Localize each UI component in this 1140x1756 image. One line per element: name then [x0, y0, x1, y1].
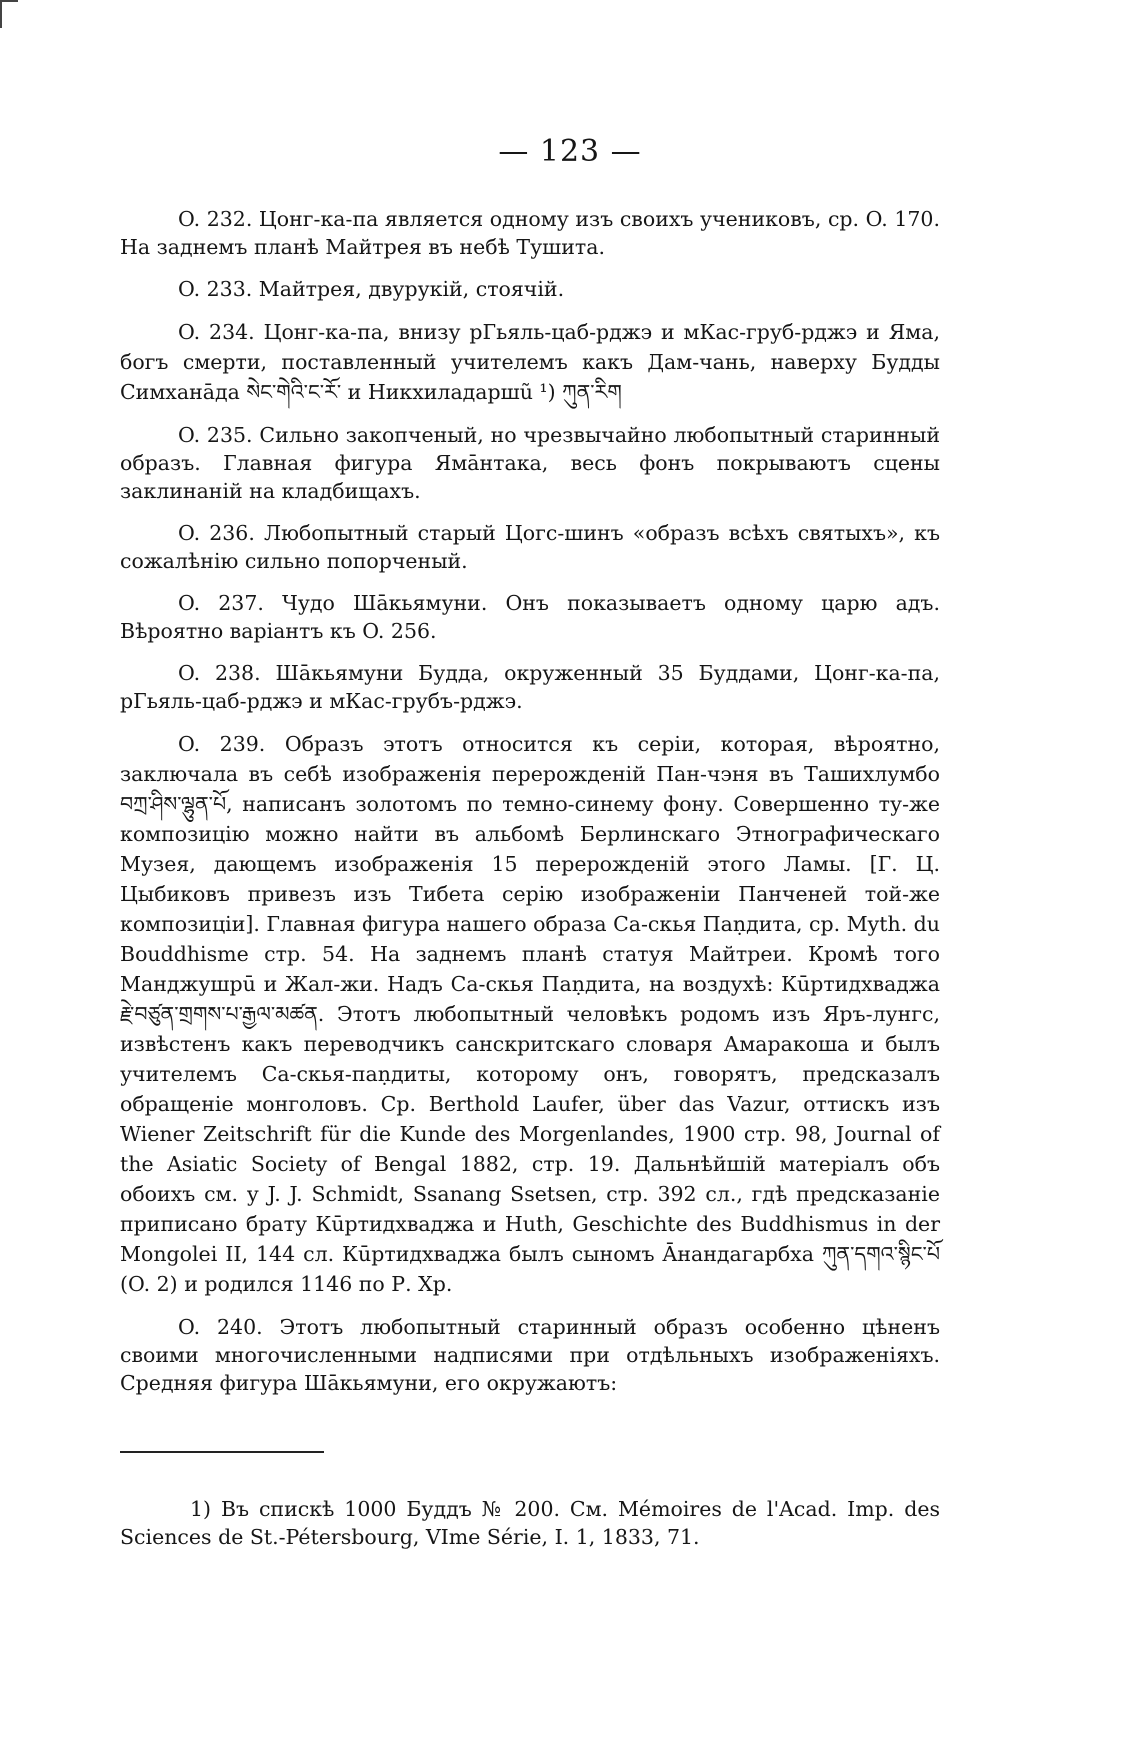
corner-scan-mark: [0, 0, 18, 2]
page-number: — 123 —: [498, 134, 642, 169]
entry-o234: O. 234. Цонг-ка-па, внизу рГьяль-цаб-рджэ и мКас-груб-рджэ и Яма, богъ смерти, поставленный учителемъ какъ Дам-чань, наверху Будды Симханāда སེང་གེའི་ང་རོ་ и Никхиладаршũ ¹) ཀུན་རིག: [120, 320, 940, 404]
entry-o235: O. 235. Сильно закопченый, но чрезвычайно любопытный старинный образъ. Главная фигура Ямāнтака, весь фонъ покрываютъ сцены заклинаній на кладбищахъ.: [120, 423, 940, 503]
footnote: 1) Въ спискѣ 1000 Буддъ № 200. См. Mémoires de l'Acad. Imp. des Sciences de St.-Pétersbourg, VIme Série, I. 1, 1833, 71.: [120, 1496, 940, 1549]
entry-o233: O. 233. Майтрея, двурукій, стоячій.: [178, 277, 565, 301]
main-text: [120, 205, 940, 1411]
entry-o240: O. 240. Этотъ любопытный старинный образъ особенно цѣненъ своими многочисленными надписями при отдѣльныхъ изображеніяхъ. Средняя фигура Шāкьямуни, его окружаютъ:: [120, 1315, 940, 1395]
corner-scan-mark-vertical: [0, 0, 2, 28]
entry-o236: O. 236. Любопытный старый Цогс-шинъ «образъ всѣхъ святыхъ», къ сожалѣнію сильно попорченый.: [120, 521, 940, 573]
entry-o232: O. 232. Цонг-ка-па является одному изъ своихъ учениковъ, ср. O. 170. На заднемъ планѣ Майтрея въ небѣ Тушита.: [120, 207, 940, 259]
entry-o238: O. 238. Шāкьямуни Будда, окруженный 35 Буддами, Цонг-ка-па, рГьяль-цаб-рджэ и мКас-грубъ-рджэ.: [120, 661, 940, 713]
footnote-divider: [120, 1451, 324, 1453]
entry-o239: O. 239. Образъ этотъ относится къ серіи, которая, вѣроятно, заключала въ себѣ изображенія перерожденій Пан-чэня въ Ташихлумбо བཀྲ་ཤིས་ལྷུན་པོ, написанъ золотомъ по темно-синему фону. Совершенно ту-же композицію можно найти въ альбомѣ Берлинскаго Этнографическаго Музея, дающемъ изображенія 15 перерожденій этого Ламы. [Г. Ц. Цыбиковъ привезъ изъ Тибета серію изображеніи Панченей той-же композиціи]. Главная фигура нашего образа Са-скья Паṇдита, ср. Myth. du Bouddhisme стр. 54. На заднемъ планѣ статуя Майтреи. Кромѣ того Манджушрū и Жал-жи. Надъ Са-скья Паṇдита, на воздухѣ: Кūртидхваджа རྗེ་བཙུན་གྲགས་པ་རྒྱལ་མཚན. Этотъ любопытный человѣкъ родомъ изъ Яръ-лунгс, извѣстенъ какъ переводчикъ санскритскаго словаря Амаракоша и былъ учителемъ Са-скья-паṇдиты, которому онъ, говорятъ, предсказалъ обращеніе монголовъ. Ср. Berthold Laufer, über das Vazur, оттискъ изъ Wiener Zeitschrift für die Kunde des Morgenlandes, 1900 стр. 98, Journal of the Asiatic Society of Bengal 1882, стр. 19. Дальнѣйшій матеріалъ объ обоихъ см. у J. J. Schmidt, Ssanang Ssetsen, стр. 392 сл., гдѣ предсказаніе приписано брату Кūртидхваджа и Huth, Geschichte des Buddhismus in der Mongolei II, 144 сл. Кūртидхваджа былъ сыномъ Āнандагарбха ཀུན་དགའ་སྙིང་པོ (O. 2) и родился 1146 по Р. Хр.: [120, 732, 940, 1296]
entry-o237: O. 237. Чудо Шāкьямуни. Онъ показываетъ одному царю адъ. Вѣроятно варіантъ къ O. 256.: [120, 591, 940, 643]
